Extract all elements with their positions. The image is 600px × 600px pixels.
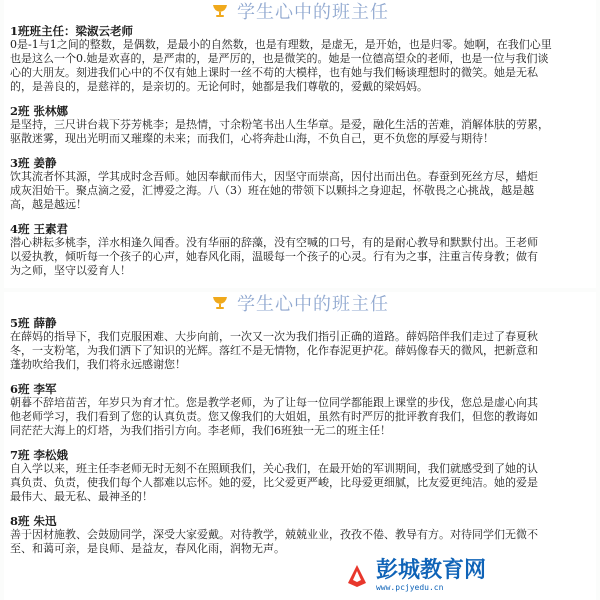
- section-heading: 7班 李松娥: [10, 448, 69, 462]
- section-heading: 8班 朱迅: [10, 514, 57, 528]
- section-line: 冬，一支粉笔，为我们洒下了知识的光辉。落红不是无情物，化作春泥更护花。薛妈像春天的微风，把新意和: [10, 344, 538, 357]
- section-line: 最伟大、最无私、最神圣的！: [10, 490, 153, 503]
- section-line: 潜心耕耘多桃李，洋水相逢久闻香。没有华丽的辞藻，没有空喊的口号，有的是耐心教导和默默付出。王老师: [10, 236, 538, 249]
- section-heading: 6班 李军: [10, 382, 57, 396]
- class-section: [4, 104, 596, 146]
- section-line: 0是-1与1之间的整数，是偶数，是最小的自然数，也是有理数，是虚无，是开始，也是归零。她啊，在我们心里: [10, 38, 552, 51]
- section-line: 饮其流者怀其源，学其成时念吾师。她因奉献而伟大，因坚守而崇高，因付出而出色。春蚕到死丝方尽，蜡炬: [10, 170, 538, 183]
- section-line: 是坚持，三尺讲台栽下芬芳桃李；是热情，寸余粉笔书出人生华章。是爱，融化生活的苦难，消解体肤的劳累，: [10, 118, 549, 131]
- section-heading: 2班 张林娜: [10, 104, 69, 118]
- section-line: 真负责、负责，使我们每个人都难以忘怀。她的爱，比父爱更严峻，比母爱更细腻，比友爱更纯洁。她的爱是: [10, 476, 538, 489]
- section-line: 他老师学习，我们看到了您的认真负责。您又像我们的大姐姐，虽然有时严厉的批评教育我们，但您的教诲如: [10, 410, 538, 423]
- section-line: 驱散迷雾，现出光明而又璀璨的未来；而我们，心将奔赴山海，不负自己，更不负您的厚爱与期待！: [10, 132, 494, 145]
- class-section: [4, 222, 596, 278]
- class-section: [4, 156, 596, 212]
- section-heading: 3班 姜静: [10, 156, 57, 170]
- watermark-logo: [344, 560, 486, 592]
- class-section: [4, 448, 596, 504]
- trophy-icon: [211, 4, 229, 18]
- section-line: 成灰泪始干。聚点滴之爱，汇博爱之海。八（3）班在她的带领下以颗抖之身迎起，怀敬畏之心挑战，越是越: [10, 184, 534, 197]
- class-section: [4, 514, 596, 556]
- section-line: 同茫茫大海上的灯塔，为我们指引方向。李老师，我们6班独一无二的班主任！: [10, 424, 391, 437]
- section-line: 高，越是越远！: [10, 198, 87, 211]
- section-line: 在薛妈的指导下，我们克服困难、大步向前，一次又一次为我们指引正确的道路。薛妈陪伴我们走过了春夏秋: [10, 330, 538, 343]
- trophy-icon: [211, 296, 229, 310]
- watermark-url: www.pcjyedu.cn: [375, 583, 444, 592]
- section-line: 的，是善良的，是慈祥的，是亲切的。无论何时，她都是我们尊敬的，爱戴的梁妈妈。: [10, 80, 428, 93]
- section-line: 朝暮不辞培苗苦，年岁只为育才忙。您是教学老师，为了让每一位同学都能跟上课堂的步伐，您总是虚心向其: [10, 396, 538, 409]
- page-header-1: [4, 0, 596, 22]
- section-line: 也是这么一个0.她是欢喜的，是严肃的，是严厉的，也是微笑的。她是一位德高望众的老师，也是一位与我们谈: [10, 52, 549, 65]
- page-title: 学生心中的班主任: [237, 2, 389, 23]
- section-line: 以爱执教，倾听每一个孩子的心声，她春风化雨，温暖每一个孩子的心灵。行有为之事，注重言传身教；做有: [10, 250, 538, 263]
- section-line: 自入学以来，班主任李老师无时无刻不在照顾我们，关心我们，在最开始的军训期间，我们就感受到了她的认: [10, 462, 538, 475]
- section-line: 为之师，坚守以爱育人！: [10, 264, 131, 277]
- class-section: [4, 382, 596, 438]
- pencil-logo-icon: [344, 563, 370, 589]
- class-section: [4, 316, 596, 372]
- page-panel-1: [4, 0, 596, 288]
- section-line: 至、和蔼可亲，是良师、是益友，春风化雨，润物无声。: [10, 542, 285, 555]
- class-section: [4, 24, 596, 94]
- section-heading: 4班 王素君: [10, 222, 69, 236]
- page-header-2: [4, 292, 596, 314]
- watermark-brand: 彭城教育网: [375, 558, 486, 583]
- page-panel-2: [4, 292, 596, 600]
- section-heading: 5班 薛静: [10, 316, 57, 330]
- section-line: 心的大朋友。刻进我们心中的不仅有她上课时一丝不苟的大模样，也有她与我们畅谈理想时的微笑。她是无私: [10, 66, 538, 79]
- section-heading: 1班班主任：梁淑云老师: [10, 24, 134, 38]
- page-title: 学生心中的班主任: [237, 294, 389, 315]
- section-line: 蓬勃吹给我们，我们将永远感谢您！: [10, 358, 186, 371]
- section-line: 善于因材施教、会鼓励同学，深受大家爱戴。对待教学，兢兢业业，孜孜不倦、教导有方。对待同学们无微不: [10, 528, 538, 541]
